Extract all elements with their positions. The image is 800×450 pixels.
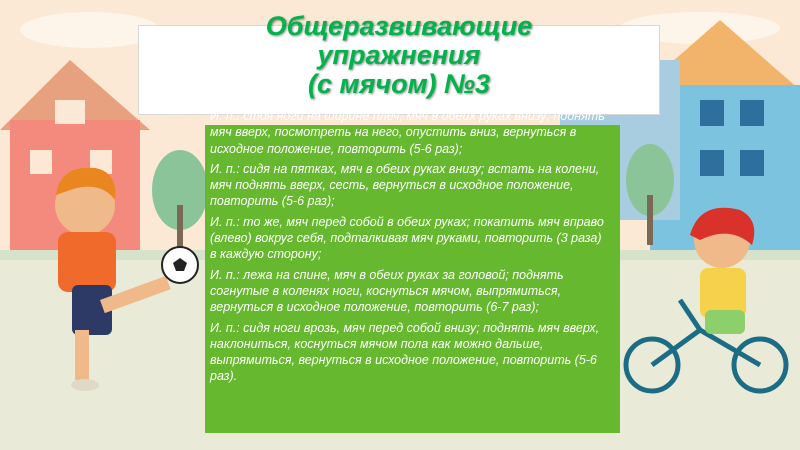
exercise-list <box>210 108 610 389</box>
exercise-item: И. п.: лежа на спине, мяч в обеих руках за головой; поднять согнутые в коленях ноги, коснуться мячом, выпрямиться, вернуться в исходное положение, повторить (6-7 раз); <box>210 267 564 315</box>
title-line: упражнения <box>317 40 481 70</box>
slide-title <box>138 12 660 99</box>
title-line: (с мячом) №3 <box>307 69 491 99</box>
exercise-item: И. п.: то же, мяч перед собой в обеих руках; покатить мяч вправо (влево) вокруг себя, подталкивая мяч руками, повторить (3 раза) в каждую сторону; <box>210 214 604 262</box>
exercise-item: И. п.: стоя ноги на ширине плеч, мяч в обеих руках внизу; поднять мяч вверх, посмотреть на него, опустить вниз, вернуться в исходное положение, повторить (5-6 раз); <box>210 109 605 156</box>
exercise-item: И. п.: сидя на пятках, мяч в обеих руках внизу; встать на колени, мяч поднять вверх, сесть, вернуться в исходное положение, повторить (5-6 раз); <box>210 161 600 209</box>
exercise-item: И. п.: сидя ноги врозь, мяч перед собой внизу; поднять мяч вверх, наклониться, коснуться мячом пола как можно дальше, выпрямиться, вернуться в исходное положение, повторить (5-6 раз). <box>210 320 600 384</box>
title-line: Общеразвивающие <box>265 11 533 41</box>
soccer-ball-icon <box>162 247 198 283</box>
